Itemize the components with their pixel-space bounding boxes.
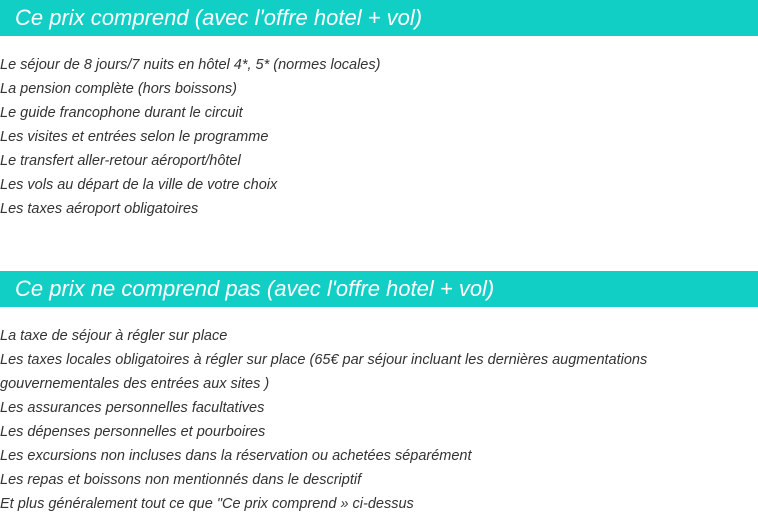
list-item: Les excursions non incluses dans la réservation ou achetées séparément [0, 448, 472, 464]
list-item: Les assurances personnelles facultatives [0, 400, 265, 416]
list-item: Les vols au départ de la ville de votre choix [0, 177, 278, 193]
list-item: Les repas et boissons non mentionnés dans le descriptif [0, 472, 362, 488]
excluded-section [0, 271, 758, 516]
list-item: Le guide francophone durant le circuit [0, 105, 243, 121]
list-item: Les taxes aéroport obligatoires [0, 201, 199, 217]
list-item: Les dépenses personnelles et pourboires [0, 424, 266, 440]
included-title: Ce prix comprend (avec l'offre hotel + vol) [0, 0, 758, 36]
list-item: Les taxes locales obligatoires à régler sur place (65€ par séjour incluant les dernières augmentations gouvernementales des entrées aux sites ) [0, 352, 648, 392]
excluded-list [0, 324, 758, 516]
included-section [0, 0, 758, 221]
list-item: Le transfert aller-retour aéroport/hôtel [0, 153, 241, 169]
excluded-title: Ce prix ne comprend pas (avec l'offre hotel + vol) [0, 271, 758, 307]
list-item: La taxe de séjour à régler sur place [0, 328, 228, 344]
list-item: Le séjour de 8 jours/7 nuits en hôtel 4*, 5* (normes locales) [0, 57, 381, 73]
list-item: La pension complète (hors boissons) [0, 81, 237, 97]
list-item: Les visites et entrées selon le programme [0, 129, 269, 145]
included-list [0, 53, 758, 221]
list-item: Et plus généralement tout ce que "Ce prix comprend » ci-dessus [0, 496, 414, 512]
